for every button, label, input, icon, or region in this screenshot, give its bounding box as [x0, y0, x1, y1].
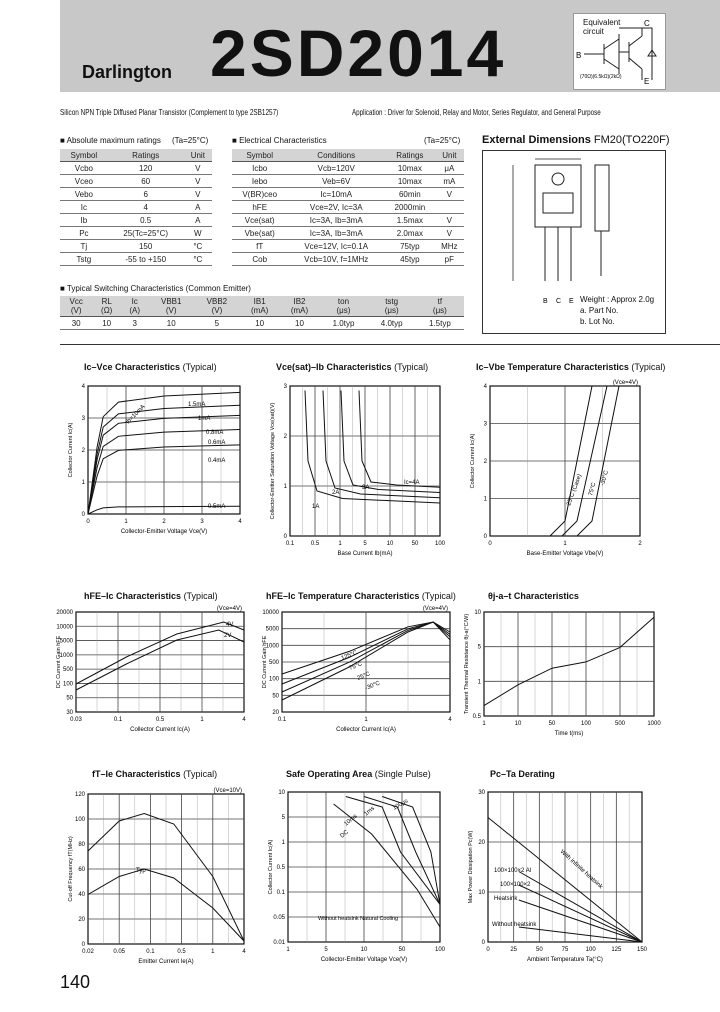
elec-row [232, 188, 464, 201]
c5-curve-label: 125°C [340, 650, 359, 662]
c8-ytick: 0.5 [276, 865, 285, 871]
c8-ytick: 0.01 [273, 940, 285, 946]
c7-cond: (Vce=10V) [213, 788, 242, 794]
elec-cond: (Ta=25°C) [424, 136, 461, 145]
c9-curve-label: 100×100×2 Al [494, 868, 532, 874]
c2-xtick: 1 [338, 541, 342, 547]
c7-ytick: 40 [78, 892, 85, 898]
c7-curve-label: Typ [136, 868, 146, 874]
switching-cell: 5 [194, 317, 240, 330]
elec-cell: Veb=6V [287, 175, 385, 188]
absmax-cell: V [184, 175, 212, 188]
c7-title: fT–Ie Characteristics (Typical) [92, 769, 218, 779]
c1-ytick: 0 [81, 512, 85, 518]
absmax-row [60, 240, 212, 253]
c8-xtick: 100 [434, 947, 446, 953]
c9-xtick: 150 [636, 947, 648, 953]
absmax-row [60, 188, 212, 201]
elec-cell: 10max [385, 162, 435, 175]
elec-cell: Vce=12V, Ic=0.1A [287, 240, 385, 253]
c5-ytick: 1000 [265, 643, 279, 650]
brand-label: Darlington [82, 62, 172, 82]
resistor-values: (70Ω)(6.5kΩ)(2kΩ) [580, 74, 622, 80]
elec-cell: V [435, 188, 464, 201]
absmax-cell: 6 [108, 188, 184, 201]
absmax-cell: V [184, 188, 212, 201]
section-divider [60, 344, 720, 345]
elec-row [232, 175, 464, 188]
c4-ytick: 30 [66, 710, 73, 716]
switching-cell: 30 [60, 317, 92, 330]
elec-header: Unit [435, 149, 464, 162]
c9-ytick: 30 [478, 790, 485, 796]
c2-ytick: 0 [283, 534, 287, 540]
c5-xtick: 0.1 [277, 717, 287, 723]
c8-ytick: 0.1 [276, 890, 285, 896]
c3-xtick: 2 [638, 541, 642, 547]
absmax-cell: V [184, 162, 212, 175]
c4-xlabel: Collector Current Ic(A) [130, 727, 190, 733]
c2-xtick: 50 [411, 541, 419, 547]
c9-xtick: 100 [585, 947, 596, 953]
elec-cell: Vcb=10V, f=1MHz [287, 253, 385, 266]
c3-ytick: 0 [483, 534, 487, 540]
c5-curve-label: 75°C [348, 661, 364, 672]
c2-curve-label: 3A [362, 485, 370, 491]
c8-curve-label: 10ms [343, 813, 359, 828]
c8-ytick: 5 [281, 815, 285, 821]
absmax-row [60, 175, 212, 188]
c1-xtick: 3 [200, 519, 204, 525]
elec-cell: Vce=2V, Ic=3A [287, 201, 385, 214]
c9-xtick: 0 [486, 947, 490, 953]
c4-ytick: 10000 [56, 624, 73, 631]
absmax-cell: Pc [60, 227, 108, 240]
elec-cell: 2.0max [385, 227, 435, 240]
c9-curve-label: 100×100×2 [500, 882, 531, 888]
switching-header: tf (μs) [416, 296, 464, 317]
absmax-cell: Vebo [60, 188, 108, 201]
absmax-cell: 60 [108, 175, 184, 188]
elec-cell: V [435, 214, 464, 227]
c2-ylabel: Collector-Emitter Saturation Voltage Vce(sat)(V) [270, 402, 276, 520]
c7-xtick: 0.05 [113, 949, 126, 955]
c4-curve-label: 2V [224, 633, 232, 639]
c3-curve-label: 75°C [588, 482, 598, 497]
elec-cell: Vcb=120V [287, 162, 385, 175]
c7-xtick: 1 [211, 949, 215, 955]
c4-chart [46, 604, 250, 738]
c3-xtick: 0 [488, 541, 492, 547]
c2-ytick: 2 [283, 434, 287, 440]
elec-cell: pF [435, 253, 464, 266]
c3-ytick: 3 [483, 421, 487, 428]
c2-series [341, 391, 440, 493]
elec-cell: 10max [385, 175, 435, 188]
c5-chart [252, 604, 456, 738]
c4-ylabel: DC Current Gain hFE [56, 635, 62, 689]
c9-xtick: 125 [611, 947, 622, 953]
c3-cond: (Vce=4V) [612, 380, 638, 386]
c1-curve-label: 0.5mA [208, 504, 226, 510]
c1-xlabel: Collector-Emitter Voltage Vce(V) [120, 529, 208, 535]
c1-curve-label: 1mA [198, 416, 211, 422]
c8-ytick: 10 [278, 790, 285, 796]
c4-ytick: 50 [66, 695, 73, 702]
elec-header: Conditions [287, 149, 385, 162]
absmax-cell: Tj [60, 240, 108, 253]
switching-cell: 4.0typ [368, 317, 416, 330]
c4-ytick: 5000 [59, 638, 73, 645]
c9-ylabel: Max Power Dissipation Pc(W) [468, 830, 474, 904]
lead-b: B [543, 298, 548, 305]
c8-xlabel: Collector-Emitter Voltage Vce(V) [320, 957, 408, 963]
absmax-cell: 120 [108, 162, 184, 175]
c9-ytick: 0 [481, 940, 485, 946]
elec-cell: Ic=3A, Ib=3mA [287, 214, 385, 227]
c4-cond: (Vce=4V) [216, 606, 242, 612]
c1-curve-label: 1.5mA [188, 402, 206, 408]
absmax-title: ■ Absolute maximum ratings [60, 136, 161, 145]
elec-row [232, 214, 464, 227]
c2-series [323, 391, 440, 498]
c4-xtick: 1 [200, 717, 204, 723]
elec-row [232, 240, 464, 253]
absmax-row [60, 162, 212, 175]
c9-xlabel: Ambient Temperature Ta(°C) [527, 957, 603, 963]
subtitle-right: Application : Driver for Solenoid, Relay and Motor, Series Regulator, and General Purpose [352, 108, 601, 117]
c3-curve-label: -30°C [600, 470, 610, 487]
switching-cell: 1.0typ [319, 317, 367, 330]
c1-curve-label: 0.4mA [208, 458, 226, 464]
elec-cell: Iebo [232, 175, 287, 188]
c1-curve-label: Ib=10mA [125, 404, 147, 426]
absmax-cond: (Ta=25°C) [172, 136, 209, 145]
c6-ytick: 0.5 [472, 714, 481, 720]
absmax-cell: Vcbo [60, 162, 108, 175]
absmax-cell: 0.5 [108, 214, 184, 227]
c6-xtick: 10 [514, 721, 522, 727]
absmax-cell: °C [184, 253, 212, 266]
elec-cell: V(BR)ceo [232, 188, 287, 201]
c3-curve-label: 25°C (Case) [566, 473, 584, 507]
c9-series [519, 885, 642, 942]
c3-ylabel: Collector Current Ic(A) [470, 433, 476, 489]
c6-xtick: 1000 [647, 721, 661, 727]
c2-title: Vce(sat)–Ib Characteristics (Typical) [276, 362, 429, 372]
absmax-cell: A [184, 214, 212, 227]
elec-cell: MHz [435, 240, 464, 253]
elec-row [232, 162, 464, 175]
c5-xlabel: Collector Current Ic(A) [336, 727, 396, 733]
c1-xtick: 2 [162, 519, 166, 525]
c5-ytick: 10000 [262, 610, 279, 616]
c5-ylabel: DC Current Gain hFE [262, 635, 268, 689]
elec-cell: Ic=10mA [287, 188, 385, 201]
c1-ytick: 4 [81, 384, 85, 390]
switching-cell: 3 [121, 317, 148, 330]
c2-chart [264, 376, 454, 556]
c6-chart [454, 604, 662, 738]
c7-xtick: 0.5 [177, 949, 186, 955]
c7-ytick: 20 [78, 917, 85, 923]
switching-header: IB1 (mA) [240, 296, 280, 317]
c8-chart [262, 782, 456, 966]
absmax-cell: Tstg [60, 253, 108, 266]
elec-cell: 75typ [385, 240, 435, 253]
c7-xtick: 0.02 [82, 949, 94, 955]
c2-curve-label: 2A [332, 490, 340, 496]
c1-curve-label: 0.6mA [208, 440, 226, 446]
c1-ytick: 2 [81, 448, 85, 454]
c9-xtick: 25 [510, 947, 518, 953]
c5-title: hFE–Ic Temperature Characteristics (Typical) [266, 591, 456, 601]
c5-ytick: 100 [268, 676, 279, 683]
c5-xtick: 1 [364, 717, 368, 723]
elec-header: Symbol [232, 149, 287, 162]
c3-chart [462, 376, 662, 556]
elec-cell: Icbo [232, 162, 287, 175]
page-number: 140 [60, 972, 91, 992]
absmax-cell: 4 [108, 201, 184, 214]
c8-curve-label: 100μs [392, 798, 410, 812]
c1-chart [60, 376, 250, 556]
c3-ytick: 1 [483, 496, 487, 503]
elec-row [232, 253, 464, 266]
c2-xtick: 5 [363, 541, 367, 547]
elec-cell: Vbe(sat) [232, 227, 287, 240]
switching-cell: 10 [240, 317, 280, 330]
c5-curve-label: 25°C [356, 671, 372, 682]
absmax-cell: W [184, 227, 212, 240]
c6-xtick: 1 [482, 721, 486, 727]
c5-ytick: 5000 [265, 626, 279, 633]
c2-xtick: 100 [434, 541, 446, 547]
c1-ylabel: Collector Current Ic(A) [68, 422, 74, 478]
absmax-cell: °C [184, 240, 212, 253]
absmax-row [60, 253, 212, 266]
c8-title: Safe Operating Area (Single Pulse) [286, 769, 431, 779]
part-number: 2SD2014 [210, 16, 507, 90]
c9-series [519, 927, 642, 942]
absmax-cell: 25(Tc=25°C) [108, 227, 184, 240]
elec-cell: 1.5max [385, 214, 435, 227]
elec-cell: μA [435, 162, 464, 175]
c5-cond: (Vce=4V) [422, 606, 448, 612]
c8-ytick: 0.05 [273, 915, 285, 921]
elec-cell: Vce(sat) [232, 214, 287, 227]
switching-header: ton (μs) [319, 296, 367, 317]
c2-ytick: 1 [283, 484, 287, 490]
c7-ytick: 80 [78, 842, 85, 848]
pin-c-label: C [644, 19, 650, 28]
c2-xtick: 0.1 [285, 541, 295, 547]
c6-xtick: 50 [548, 721, 556, 727]
c4-xtick: 0.5 [155, 717, 165, 723]
c1-xtick: 0 [86, 519, 90, 525]
c7-ytick: 100 [74, 817, 85, 823]
elec-cell: Ic=3A, Ib=3mA [287, 227, 385, 240]
c8-series [382, 797, 440, 905]
c6-ylabel: Transient Thermal Resistance θj-a(°C/W) [464, 613, 470, 715]
c8-series [346, 797, 440, 905]
c4-ytick: 20000 [56, 610, 73, 616]
c2-series [359, 391, 440, 488]
c1-ytick: 1 [81, 480, 85, 486]
pin-e-label: E [644, 77, 650, 86]
c7-ytick: 60 [78, 867, 85, 873]
switching-header: Vcc (V) [60, 296, 92, 317]
switching-title: ■ Typical Switching Characteristics (Common Emitter) [60, 284, 251, 293]
c5-curve-label: -30°C [364, 680, 382, 692]
c8-note: Without heatsink Natural Cooling [318, 916, 399, 922]
c8-curve-label: 1ms [363, 805, 376, 818]
c5-xtick: 4 [448, 717, 452, 723]
absmax-row [60, 214, 212, 227]
switching-header: RL (Ω) [92, 296, 121, 317]
c6-ytick: 10 [474, 610, 481, 616]
c8-xtick: 50 [398, 947, 406, 953]
c7-ytick: 120 [74, 792, 85, 798]
c2-xtick: 10 [386, 541, 394, 547]
switching-header: IB2 (mA) [280, 296, 320, 317]
c5-ytick: 20 [272, 710, 279, 716]
c1-ytick: 3 [81, 416, 85, 422]
switching-cell: 10 [92, 317, 121, 330]
equivalent-circuit-title: Equivalent circuit [583, 18, 621, 36]
absmax-row [60, 201, 212, 214]
c3-ytick: 2 [483, 459, 487, 465]
c6-xtick: 100 [580, 721, 592, 727]
c7-xtick: 4 [242, 949, 246, 955]
c9-xtick: 50 [535, 947, 543, 953]
switching-cell: 10 [280, 317, 320, 330]
elec-title: ■ Electrical Characteristics [232, 136, 327, 145]
absmax-cell: 150 [108, 240, 184, 253]
switching-header: Ic (A) [121, 296, 148, 317]
c1-xtick: 1 [124, 519, 128, 525]
subtitle-left: Silicon NPN Triple Diffused Planar Transistor (Complement to type 2SB1257) [60, 108, 279, 117]
absmax-cell: Ic [60, 201, 108, 214]
c7-ytick: 0 [81, 942, 85, 948]
c8-xtick: 1 [286, 947, 290, 953]
c7-ylabel: Cut-off Frequency fT(MHz) [68, 836, 74, 902]
c8-curve-label: DC [339, 829, 350, 840]
c9-xtick: 75 [561, 947, 569, 953]
c9-ytick: 20 [478, 840, 485, 846]
c6-xtick: 500 [614, 721, 626, 727]
c2-curve-label: Ic=4A [404, 480, 420, 486]
c6-ytick: 1 [477, 679, 481, 686]
absmax-row [60, 227, 212, 240]
switching-header: VBB1 (V) [148, 296, 194, 317]
c4-curve-label: 4V [226, 622, 234, 628]
c1-curve-label: 0.8mA [206, 430, 224, 436]
c3-xtick: 1 [563, 541, 567, 547]
elec-cell [435, 201, 464, 214]
c2-ytick: 3 [283, 384, 287, 390]
c6-title: θj-a–t Characteristics [488, 591, 579, 601]
c8-xtick: 5 [324, 947, 328, 953]
c4-ytick: 100 [62, 681, 73, 688]
c3-ytick: 4 [483, 384, 487, 390]
absmax-cell: Ib [60, 214, 108, 227]
c4-xtick: 0.03 [70, 717, 82, 723]
pin-b-label: B [576, 51, 582, 60]
c3-title: Ic–Vbe Temperature Characteristics (Typical) [476, 362, 666, 372]
elec-cell: fT [232, 240, 287, 253]
switching-header: tstg (μs) [368, 296, 416, 317]
c4-title: hFE–Ic Characteristics (Typical) [84, 591, 218, 601]
c4-xtick: 0.1 [113, 717, 123, 723]
c4-xtick: 4 [242, 717, 246, 723]
absmax-header: Unit [184, 149, 212, 162]
switching-header: VBB2 (V) [194, 296, 240, 317]
switching-cell: 1.5typ [416, 317, 464, 330]
c5-ytick: 500 [268, 660, 279, 666]
c5-ytick: 50 [272, 693, 279, 700]
c9-chart [462, 782, 662, 966]
c6-xlabel: Time t(ms) [554, 731, 584, 737]
c9-ytick: 10 [478, 890, 485, 896]
absmax-cell: A [184, 201, 212, 214]
c4-ytick: 1000 [59, 652, 73, 659]
c8-ylabel: Collector Current Ic(A) [268, 839, 274, 895]
elec-cell: hFE [232, 201, 287, 214]
absmax-table [60, 149, 212, 266]
weight-info: Weight : Approx 2.0g a. Part No. b. Lot No. [580, 295, 655, 326]
elec-row [232, 227, 464, 240]
external-dims-title: External Dimensions FM20(TO220F) [482, 134, 670, 146]
c3-xlabel: Base-Emitter Voltage Vbe(V) [526, 551, 604, 557]
c2-xlabel: Base Current Ib(mA) [337, 551, 393, 557]
elec-cell: Cob [232, 253, 287, 266]
absmax-header: Ratings [108, 149, 184, 162]
elec-cell: 2000min [385, 201, 435, 214]
c8-ytick: 1 [281, 840, 285, 846]
switching-cell: 10 [148, 317, 194, 330]
c9-curve-label: Heatsink [494, 896, 518, 902]
absmax-header: Symbol [60, 149, 108, 162]
elec-cell: V [435, 227, 464, 240]
c7-chart [56, 782, 250, 966]
c9-curve-label: With infinite heatsink [558, 849, 604, 891]
c7-xtick: 0.1 [146, 949, 155, 955]
c1-xtick: 4 [238, 519, 242, 525]
lead-c: C [556, 298, 562, 305]
lead-e: E [569, 298, 574, 305]
elec-row [232, 201, 464, 214]
c2-curve-label: 1A [312, 504, 320, 510]
c4-ytick: 500 [62, 667, 73, 674]
c9-title: Pc–Ta Derating [490, 769, 555, 779]
elec-cell: mA [435, 175, 464, 188]
elec-header: Ratings [385, 149, 435, 162]
elec-table [232, 149, 464, 266]
elec-cell: 45typ [385, 253, 435, 266]
absmax-cell: Vceo [60, 175, 108, 188]
absmax-cell: -55 to +150 [108, 253, 184, 266]
c9-curve-label: Without heatsink [492, 922, 537, 928]
c1-title: Ic–Vce Characteristics (Typical) [84, 362, 217, 372]
c6-ytick: 5 [477, 644, 481, 651]
elec-cell: 60min [385, 188, 435, 201]
switching-table [60, 296, 464, 330]
c8-xtick: 10 [360, 947, 368, 953]
c2-xtick: 0.5 [310, 541, 320, 547]
c7-xlabel: Emitter Current Ie(A) [138, 959, 194, 965]
